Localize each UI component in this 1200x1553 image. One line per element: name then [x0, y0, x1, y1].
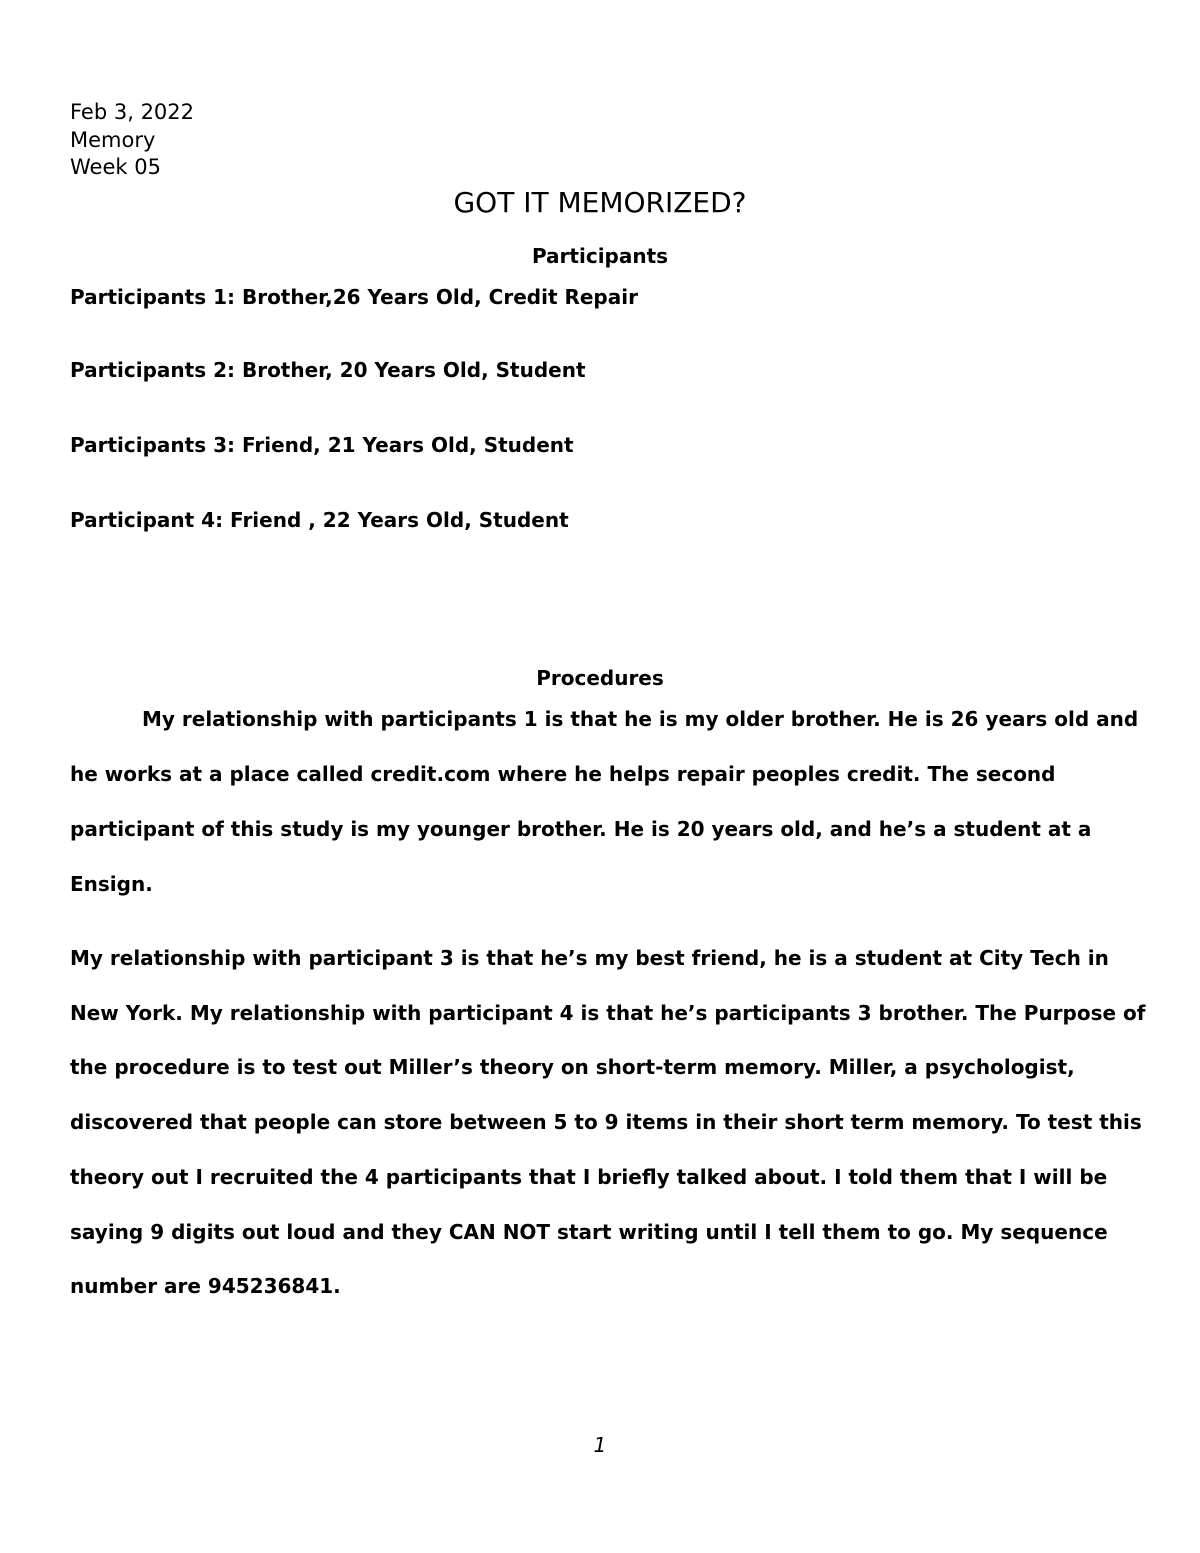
page-number: 1 — [593, 1433, 607, 1457]
procedures-p1-line: he works at a place called credit.com where he helps repair peoples credit. The second — [70, 762, 1056, 786]
procedures-p2-line: the procedure is to test out Miller’s theory on short-term memory. Miller, a psychologist, — [70, 1055, 1075, 1079]
procedures-p1-line: participant of this study is my younger brother. He is 20 years old, and he’s a student at a — [70, 817, 1092, 841]
procedures-p1-line: Ensign. — [70, 872, 153, 896]
procedures-p1-line: My relationship with participants 1 is that he is my older brother. He is 26 years old and — [142, 707, 1139, 731]
procedures-p2-line: New York. My relationship with participant 4 is that he’s participants 3 brother. The Purpose of — [70, 1001, 1146, 1025]
procedures-p2-line: theory out I recruited the 4 participants that I briefly talked about. I told them that I will be — [70, 1165, 1108, 1189]
procedures-p2-line: number are 945236841. — [70, 1274, 341, 1298]
participant-2: Participants 2: Brother, 20 Years Old, Student — [70, 358, 586, 382]
document-title: GOT IT MEMORIZED? — [453, 186, 747, 219]
participant-4: Participant 4: Friend , 22 Years Old, Student — [70, 508, 569, 532]
procedures-heading: Procedures — [536, 666, 664, 690]
procedures-p2-line: discovered that people can store between 5 to 9 items in their short term memory. To test this — [70, 1110, 1142, 1134]
header-week: Week 05 — [70, 155, 161, 179]
procedures-p2-line: saying 9 digits out loud and they CAN NOT start writing until I tell them to go. My sequence — [70, 1220, 1108, 1244]
participants-heading: Participants — [531, 244, 669, 268]
header-course: Memory — [70, 128, 156, 152]
procedures-p2-line: My relationship with participant 3 is that he’s my best friend, he is a student at City Tech in — [70, 946, 1109, 970]
participant-3: Participants 3: Friend, 21 Years Old, Student — [70, 433, 574, 457]
participant-1: Participants 1: Brother,26 Years Old, Credit Repair — [70, 285, 638, 309]
header-date: Feb 3, 2022 — [70, 100, 195, 124]
